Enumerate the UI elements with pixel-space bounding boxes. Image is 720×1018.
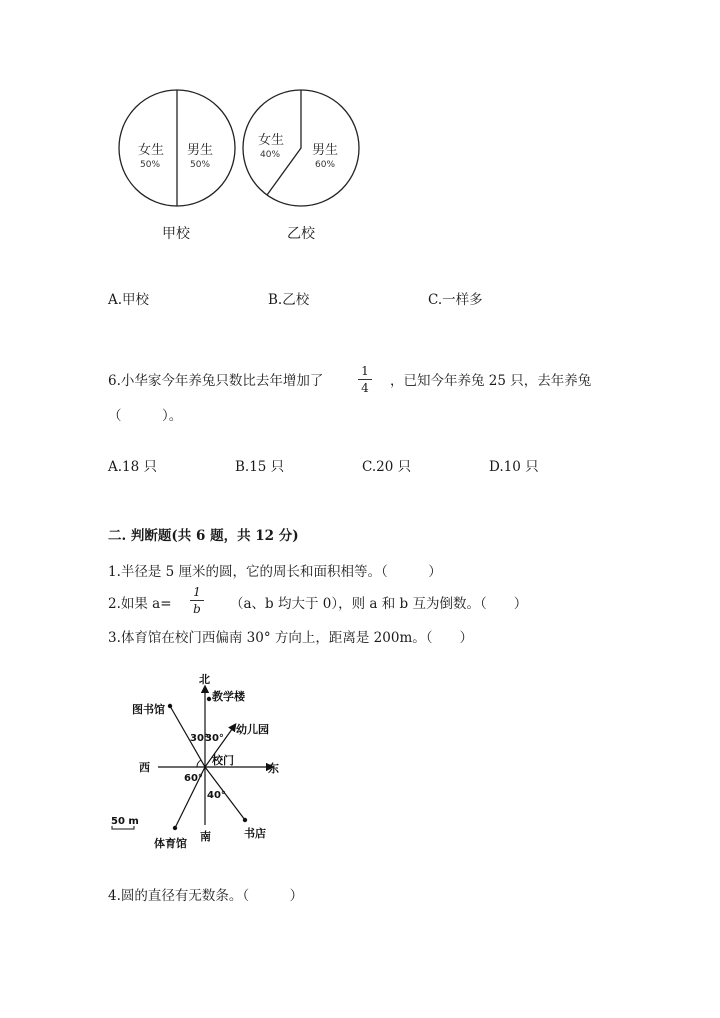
q6-option-a[interactable]: A.18 只 <box>108 459 158 475</box>
pie-jia <box>119 90 235 206</box>
map-angle-40: 40° <box>207 790 226 801</box>
pie-jia-girls-pct: 50% <box>140 160 161 170</box>
map-angle-30-right: 30° <box>205 733 224 744</box>
pie-jia-girls-label: 女生 <box>138 143 165 158</box>
map-east: 东 <box>268 762 279 775</box>
judge-q3: 3.体育馆在校门西偏南 30° 方向上，距离是 200m。（ ） <box>108 630 474 646</box>
q6-fraction <box>358 364 372 395</box>
map-angle-60: 60° <box>184 773 203 784</box>
q6-text-suffix: ，已知今年养兔 25 只，去年养兔 <box>390 373 592 389</box>
judge-q2-numerator: 1 <box>193 585 201 599</box>
map-scale-label: 50 m <box>111 816 139 827</box>
map-bookstore: 书店 <box>244 827 266 840</box>
judge-q2-fraction <box>190 585 204 616</box>
q6-fraction-numerator: 1 <box>361 364 369 378</box>
q5-option-b[interactable]: B.乙校 <box>268 292 310 308</box>
pie-charts <box>110 88 370 248</box>
map-south: 南 <box>200 830 211 843</box>
direction-map <box>100 670 290 850</box>
q5-option-c[interactable]: C.一样多 <box>428 292 483 308</box>
pie-yi-girls-pct: 40% <box>260 150 281 160</box>
q6-option-c[interactable]: C.20 只 <box>362 459 412 475</box>
map-school-gate: 校门 <box>212 754 234 767</box>
q6-text-prefix: 6.小华家今年养兔只数比去年增加了 <box>108 373 324 389</box>
pie-jia-boys-label: 男生 <box>187 143 214 158</box>
q5-option-a[interactable]: A.甲校 <box>108 292 150 308</box>
judge-q4: 4.圆的直径有无数条。（ ） <box>108 888 304 904</box>
q6-answer-blank[interactable]: （ ）。 <box>108 408 183 424</box>
map-kindergarten: 幼儿园 <box>236 723 269 736</box>
map-library: 图书馆 <box>132 703 165 716</box>
q6-option-b[interactable]: B.15 只 <box>235 459 285 475</box>
judge-q2-suffix: （a、b 均大于 0），则 a 和 b 互为倒数。（ ） <box>230 596 528 612</box>
q6-fraction-denominator: 4 <box>361 381 369 395</box>
map-angle-30-left: 30° <box>190 733 209 744</box>
pie-yi-boys-label: 男生 <box>312 143 339 158</box>
judge-q2-prefix: 2.如果 a= <box>108 596 172 612</box>
school-label-jia: 甲校 <box>162 226 190 242</box>
map-teaching-building: 教学楼 <box>212 690 245 703</box>
map-gym: 体育馆 <box>154 837 187 850</box>
pie-jia-boys-pct: 50% <box>190 160 211 170</box>
map-north: 北 <box>199 673 210 686</box>
map-west: 西 <box>139 761 150 774</box>
pie-yi-girls-label: 女生 <box>258 133 285 148</box>
section-heading: 二. 判断题(共 6 题，共 12 分) <box>108 528 299 544</box>
judge-q2-denominator: b <box>193 602 201 616</box>
pie-yi-boys-pct: 60% <box>315 160 336 170</box>
pie-yi <box>243 90 359 206</box>
q6-option-d[interactable]: D.10 只 <box>489 459 539 475</box>
school-label-yi: 乙校 <box>287 226 315 242</box>
judge-q1: 1.半径是 5 厘米的圆，它的周长和面积相等。（ ） <box>108 564 442 580</box>
